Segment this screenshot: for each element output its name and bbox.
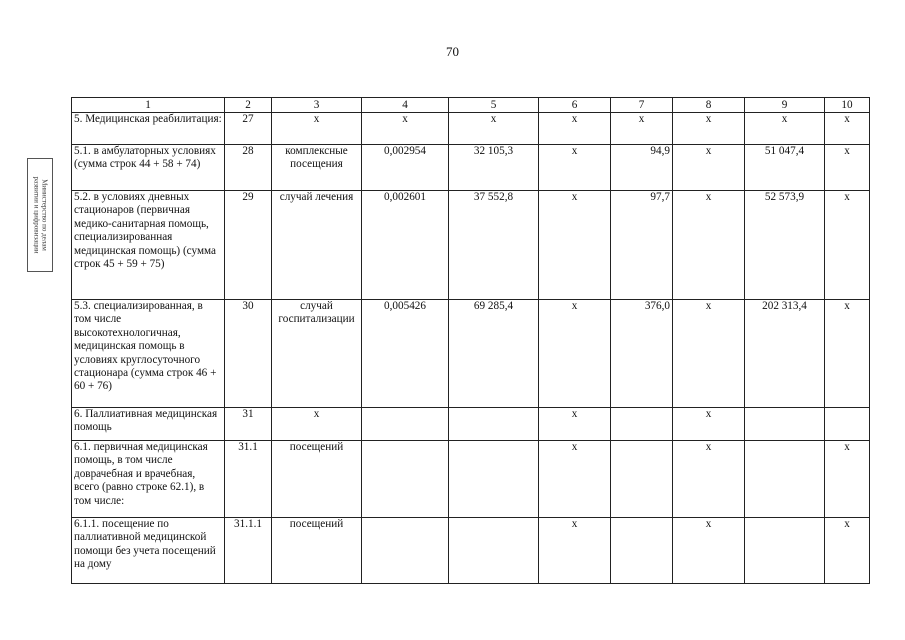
unit-cell: посещений <box>272 518 362 584</box>
table-row <box>72 191 870 300</box>
header-cell: 8 <box>673 98 745 113</box>
table-row <box>72 518 870 584</box>
header-cell: 7 <box>611 98 673 113</box>
row-label: 6.1. первичная медицинская помощь, в том числе доврачебная и врачебная, всего (равно строке 62.1), в том числе: <box>72 441 225 518</box>
header-cell: 5 <box>449 98 539 113</box>
value-cell <box>611 518 673 584</box>
value-cell: х <box>539 441 611 518</box>
unit-cell: случай госпитализации <box>272 300 362 408</box>
page-number: 70 <box>446 44 459 59</box>
row-code: 28 <box>225 145 272 191</box>
stamp-line-2: развития и цифровизации <box>32 176 41 254</box>
stamp-line-1: Министерство по делам <box>40 179 49 251</box>
value-cell: 52 573,9 <box>745 191 825 300</box>
value-cell: 97,7 <box>611 191 673 300</box>
header-cell: 10 <box>825 98 870 113</box>
value-cell <box>745 518 825 584</box>
row-label: 5.3. специализированная, в том числе высокотехнологичная, медицинская помощь в условиях круглосуточного стационара (сумма строк 46 + 60 + 76) <box>72 300 225 408</box>
row-label: 5.2. в условиях дневных стационаров (первичная медико-санитарная помощь, специализированная медицинская помощь) (сумма строк 45 + 59 + 75) <box>72 191 225 300</box>
unit-cell: случай лечения <box>272 191 362 300</box>
value-cell: х <box>673 408 745 441</box>
row-label: 5. Медицинская реабилитация: <box>72 113 225 145</box>
value-cell: х <box>673 191 745 300</box>
value-cell: х <box>673 441 745 518</box>
value-cell: 69 285,4 <box>449 300 539 408</box>
value-cell: х <box>673 145 745 191</box>
value-cell <box>611 441 673 518</box>
value-cell <box>611 408 673 441</box>
value-cell: 376,0 <box>611 300 673 408</box>
value-cell: х <box>825 113 870 145</box>
value-cell: х <box>539 145 611 191</box>
table-row <box>72 145 870 191</box>
value-cell <box>362 518 449 584</box>
registration-stamp <box>27 158 53 272</box>
table-row <box>72 300 870 408</box>
unit-cell: комплексные посещения <box>272 145 362 191</box>
value-cell: х <box>745 113 825 145</box>
value-cell: 51 047,4 <box>745 145 825 191</box>
table-row <box>72 113 870 145</box>
table-row <box>72 441 870 518</box>
value-cell: х <box>539 113 611 145</box>
header-cell: 9 <box>745 98 825 113</box>
value-cell: х <box>539 518 611 584</box>
value-cell: х <box>825 300 870 408</box>
unit-cell: х <box>272 408 362 441</box>
value-cell: х <box>449 113 539 145</box>
value-cell: 0,002954 <box>362 145 449 191</box>
value-cell: х <box>673 300 745 408</box>
value-cell: х <box>825 518 870 584</box>
value-cell: 32 105,3 <box>449 145 539 191</box>
table-row <box>72 408 870 441</box>
value-cell: х <box>539 191 611 300</box>
value-cell <box>449 441 539 518</box>
value-cell: 37 552,8 <box>449 191 539 300</box>
value-cell <box>745 441 825 518</box>
value-cell: х <box>673 518 745 584</box>
value-cell: 0,002601 <box>362 191 449 300</box>
row-code: 31.1.1 <box>225 518 272 584</box>
row-label: 5.1. в амбулаторных условиях (сумма строк 44 + 58 + 74) <box>72 145 225 191</box>
value-cell: х <box>611 113 673 145</box>
row-code: 29 <box>225 191 272 300</box>
value-cell: х <box>825 191 870 300</box>
header-cell: 3 <box>272 98 362 113</box>
norms-table <box>71 97 870 584</box>
value-cell: х <box>539 408 611 441</box>
value-cell: х <box>673 113 745 145</box>
value-cell <box>745 408 825 441</box>
value-cell: 0,005426 <box>362 300 449 408</box>
value-cell: 94,9 <box>611 145 673 191</box>
header-cell: 1 <box>72 98 225 113</box>
unit-cell: посещений <box>272 441 362 518</box>
value-cell <box>362 441 449 518</box>
row-code: 30 <box>225 300 272 408</box>
row-label: 6.1.1. посещение по паллиативной медицинской помощи без учета посещений на дому <box>72 518 225 584</box>
row-code: 31 <box>225 408 272 441</box>
row-label: 6. Паллиативная медицинская помощь <box>72 408 225 441</box>
value-cell: х <box>825 441 870 518</box>
header-cell: 2 <box>225 98 272 113</box>
value-cell: х <box>539 300 611 408</box>
header-cell: 6 <box>539 98 611 113</box>
header-row <box>72 98 870 113</box>
value-cell <box>362 408 449 441</box>
value-cell <box>449 518 539 584</box>
value-cell: х <box>825 145 870 191</box>
value-cell: х <box>362 113 449 145</box>
value-cell: 202 313,4 <box>745 300 825 408</box>
header-cell: 4 <box>362 98 449 113</box>
value-cell <box>449 408 539 441</box>
value-cell <box>825 408 870 441</box>
row-code: 27 <box>225 113 272 145</box>
unit-cell: х <box>272 113 362 145</box>
row-code: 31.1 <box>225 441 272 518</box>
